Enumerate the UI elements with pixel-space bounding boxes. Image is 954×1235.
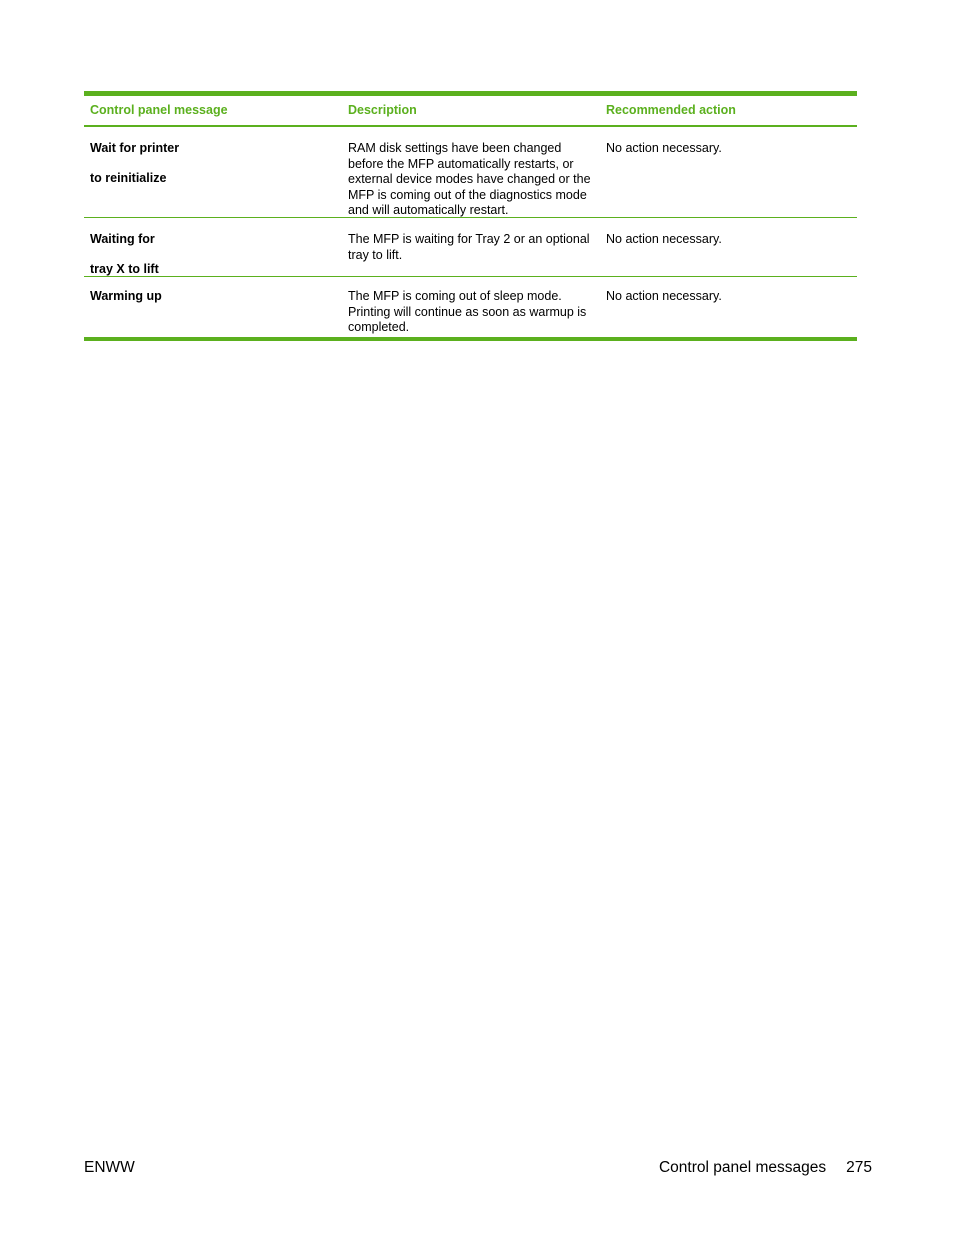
message-line: to reinitialize	[90, 170, 167, 185]
message-line: tray X to lift	[90, 261, 159, 276]
header-description: Description	[348, 103, 417, 117]
description-cell: The MFP is waiting for Tray 2 or an optional tray to lift.	[348, 232, 590, 262]
message-cell	[84, 283, 342, 337]
footer-right	[659, 1159, 872, 1177]
header-recommended-action: Recommended action	[606, 103, 736, 117]
footer-locale: ENWW	[84, 1159, 135, 1176]
footer-section-title: Control panel messages	[658, 1159, 827, 1176]
message-line: Waiting for	[90, 232, 155, 246]
control-panel-messages-table	[84, 91, 857, 341]
message-line: Wait for printer	[90, 141, 180, 155]
message-line: Warming up	[90, 289, 162, 303]
table-header-row	[84, 96, 857, 127]
page-number: 275	[846, 1159, 872, 1176]
header-control-panel-message: Control panel message	[90, 103, 228, 117]
action-cell: No action necessary.	[606, 289, 722, 303]
description-cell: RAM disk settings have been changed before the MFP automatically restarts, or external device modes have changed or the MFP is coming out of the diagnostics mode and will automatically restart.	[348, 141, 591, 218]
description-cell: The MFP is coming out of sleep mode. Printing will continue as soon as warmup is completed.	[348, 289, 587, 335]
message-cell	[84, 225, 342, 276]
table-bottom-rule	[84, 337, 857, 341]
table-row	[84, 218, 857, 277]
table-row	[84, 277, 857, 337]
table-row	[84, 127, 857, 218]
action-cell: No action necessary.	[606, 141, 722, 155]
action-cell: No action necessary.	[606, 232, 722, 246]
message-cell	[84, 134, 342, 217]
